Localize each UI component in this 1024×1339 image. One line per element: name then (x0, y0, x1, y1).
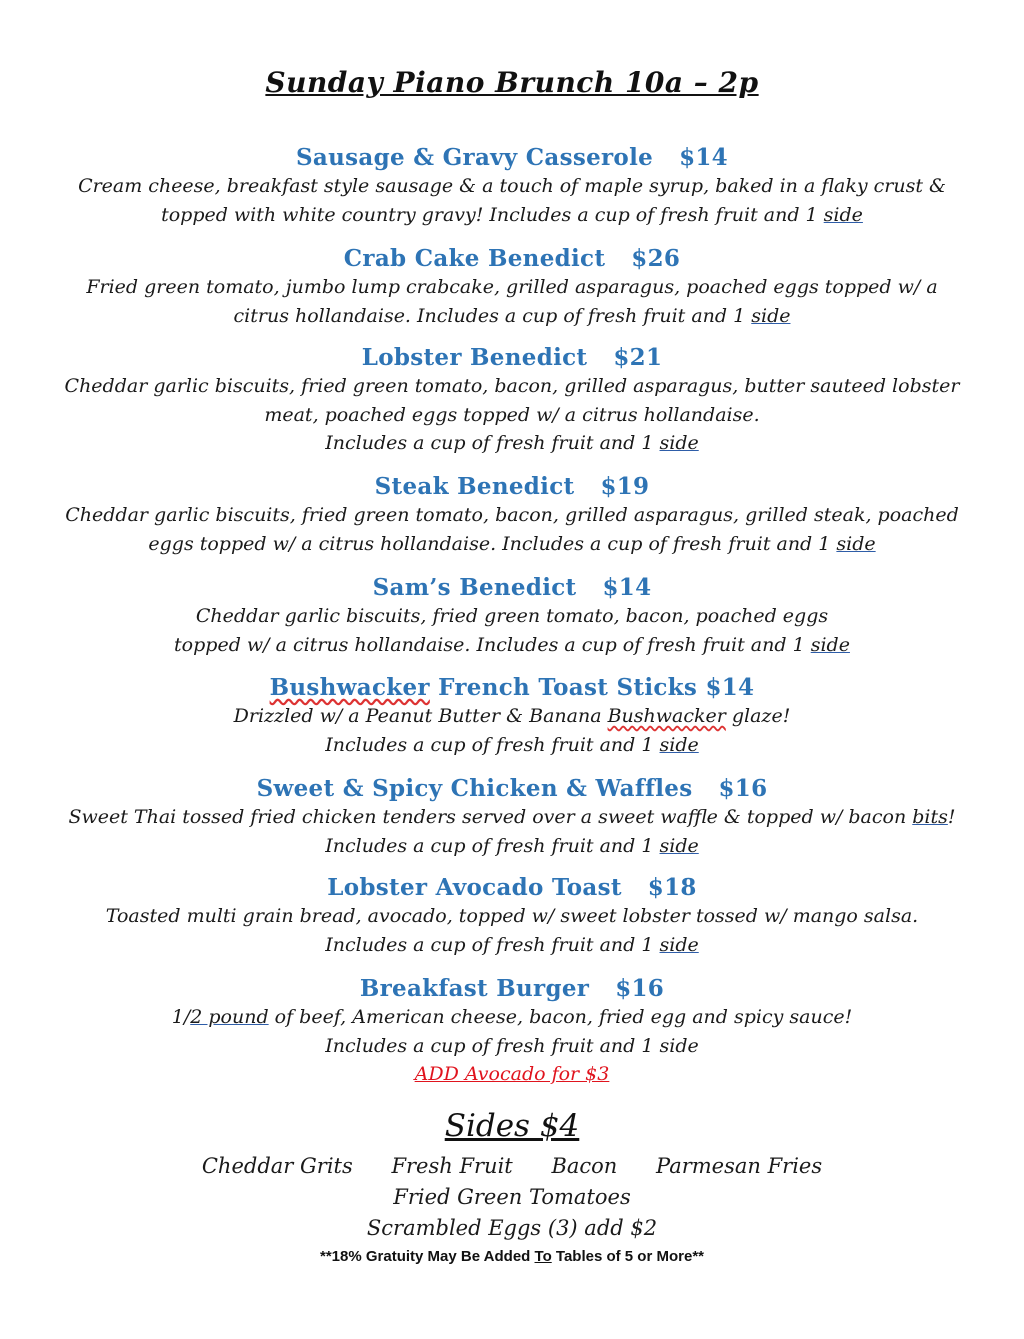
item-name: French Toast Sticks (429, 674, 706, 701)
item-heading (0, 344, 1024, 372)
item-name: Sam’s Benedict (372, 574, 577, 601)
item-name: Lobster Benedict (361, 344, 588, 371)
item-price: $16 (718, 775, 768, 802)
sides-row (0, 1185, 1024, 1209)
side-option: Scrambled Eggs (3) add $2 (366, 1216, 658, 1240)
menu-item (0, 574, 1024, 659)
item-description: meat, poached eggs topped w/ a citrus hollandaise. (264, 403, 760, 426)
side-option: Fried Green Tomatoes (393, 1185, 631, 1209)
side-option: Fresh Fruit (391, 1154, 513, 1178)
item-description: Includes a cup of fresh fruit and 1 side (325, 834, 699, 857)
item-description: 1/2 pound of beef, American cheese, bacon, fried egg and spicy sauce! (171, 1006, 853, 1028)
side-option: Cheddar Grits (201, 1154, 353, 1178)
side-link: side (823, 203, 863, 226)
side-link: side (659, 834, 699, 857)
item-price: $18 (647, 874, 697, 901)
item-price: $21 (613, 344, 663, 371)
item-name: Breakfast Burger (359, 975, 590, 1002)
side-link: side (659, 933, 699, 956)
menu-item (0, 874, 1024, 959)
menu-title: Sunday Piano Brunch 10a – 2p (265, 66, 759, 99)
item-price: $26 (631, 245, 681, 272)
item-price: $14 (705, 674, 755, 701)
item-heading (0, 975, 1024, 1003)
item-description: Cheddar garlic biscuits, fried green tomato, bacon, poached eggs (195, 605, 829, 627)
menu-item (0, 144, 1024, 229)
item-description: Fried green tomato, jumbo lump crabcake, grilled asparagus, poached eggs topped w/ a (86, 276, 938, 298)
item-price: $16 (615, 975, 665, 1002)
item-heading (0, 473, 1024, 501)
menu-item (0, 473, 1024, 558)
item-description: Includes a cup of fresh fruit and 1 side (325, 733, 699, 756)
side-option: Parmesan Fries (656, 1154, 823, 1178)
side-link: side (810, 633, 850, 656)
item-description: Toasted multi grain bread, avocado, topped w/ sweet lobster tossed w/ mango salsa. (105, 905, 919, 927)
menu-item (0, 674, 1024, 759)
sides-row (0, 1154, 1024, 1178)
item-price: $19 (600, 473, 650, 500)
item-description: Cheddar garlic biscuits, fried green tomato, bacon, grilled asparagus, grilled steak, poached (65, 504, 959, 526)
sides-title: Sides $4 (444, 1108, 580, 1144)
side-option: Bacon (551, 1154, 618, 1178)
menu-item (0, 975, 1024, 1089)
item-heading (0, 574, 1024, 602)
item-heading (0, 245, 1024, 273)
item-description: Includes a cup of fresh fruit and 1 side (325, 933, 699, 956)
item-name: Sweet & Spicy Chicken & Waffles (256, 775, 693, 802)
item-description: Drizzled w/ a Peanut Butter & Banana Bushwacker glaze! (233, 705, 791, 727)
item-heading (0, 775, 1024, 803)
menu-item (0, 245, 1024, 330)
item-description: Sweet Thai tossed fried chicken tenders served over a sweet waffle & topped w/ bacon bits! (68, 806, 956, 828)
item-heading (0, 874, 1024, 902)
item-description: Cream cheese, breakfast style sausage & a touch of maple syrup, baked in a flaky crust & (78, 175, 946, 197)
item-name: Crab Cake Benedict (343, 245, 606, 272)
sides-row (0, 1216, 1024, 1240)
item-description: Includes a cup of fresh fruit and 1 side (325, 1034, 699, 1057)
menu-item (0, 775, 1024, 860)
item-name: Lobster Avocado Toast (327, 874, 622, 901)
item-description: Cheddar garlic biscuits, fried green tomato, bacon, grilled asparagus, butter sauteed lobster (64, 375, 960, 397)
item-name-misspelled: Bushwacker (269, 674, 430, 701)
item-price: $14 (679, 144, 728, 171)
side-link: side (836, 532, 876, 555)
side-link: side (659, 733, 699, 756)
item-description: citrus hollandaise. Includes a cup of fresh fruit and 1 side (233, 304, 791, 327)
item-price: $14 (602, 574, 652, 601)
item-name: Steak Benedict (374, 473, 575, 500)
side-link: side (659, 432, 699, 454)
gratuity-note: **18% Gratuity May Be Added To Tables of 5 or More** (320, 1248, 704, 1265)
addon-note: ADD Avocado for $3 (414, 1063, 610, 1085)
item-heading (0, 674, 1024, 702)
menu-item (0, 344, 1024, 458)
item-name: Sausage & Gravy Casserole (296, 144, 654, 171)
item-description: topped w/ a citrus hollandaise. Includes a cup of fresh fruit and 1 side (174, 633, 850, 656)
item-description: eggs topped w/ a citrus hollandaise. Includes a cup of fresh fruit and 1 side (148, 532, 876, 555)
item-description: Includes a cup of fresh fruit and 1 side (325, 432, 699, 454)
item-heading (0, 144, 1024, 172)
item-description: topped with white country gravy! Includes a cup of fresh fruit and 1 side (161, 203, 863, 226)
side-link: side (751, 304, 791, 327)
